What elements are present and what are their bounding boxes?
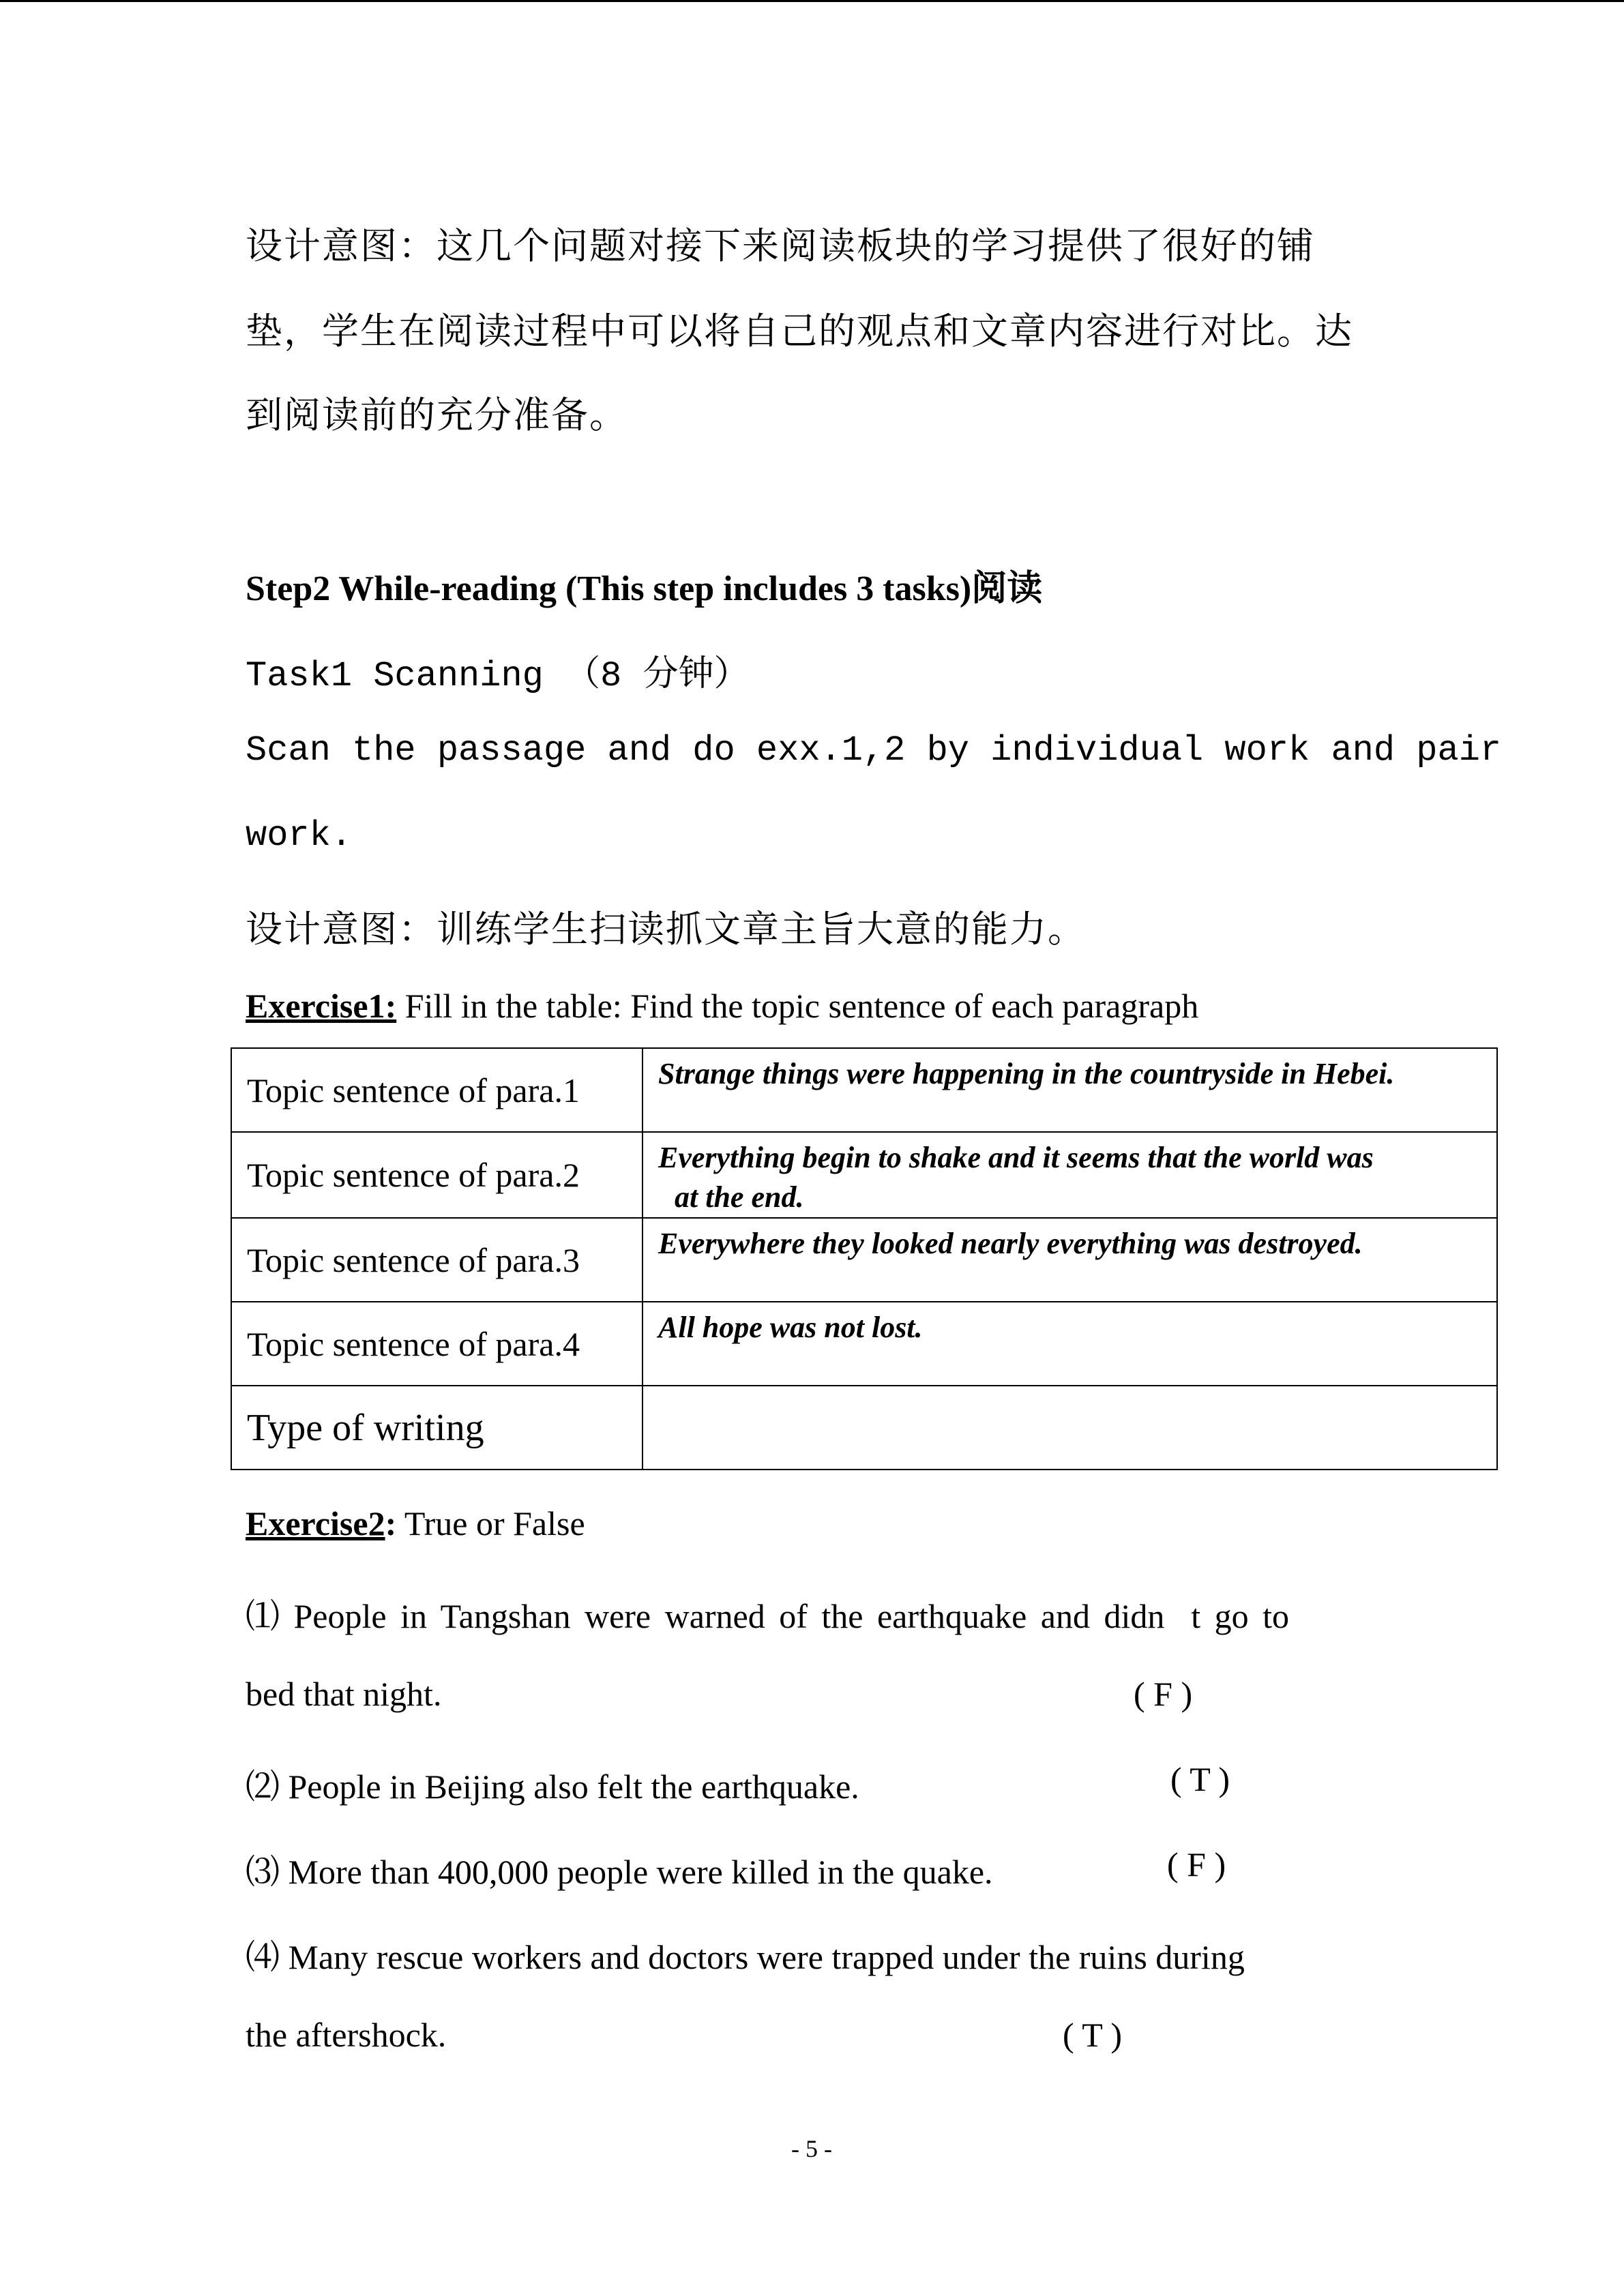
exercise1-heading	[246, 986, 1198, 1026]
tf-item-2	[246, 1759, 859, 1808]
row-answer: Everywhere they looked nearly everything was destroyed.	[643, 1218, 1497, 1302]
item-number: ⑶	[246, 1853, 280, 1891]
page-number: - 5 -	[791, 2135, 832, 2162]
row-label: Topic sentence of para.1	[231, 1048, 643, 1132]
design-intent-line-1: 设计意图：这几个问题对接下来阅读板块的学习提供了很好的铺	[246, 224, 1315, 267]
tf-item-1	[246, 1589, 1289, 1638]
task1-instruction-line-1: Scan the passage and do exx.1,2 by individual work and pair	[246, 730, 1502, 771]
design-intent-line-3: 到阅读前的充分准备。	[246, 393, 628, 436]
row-label: Type of writing	[231, 1386, 643, 1470]
exercise2-colon: :	[385, 1504, 397, 1542]
row-label: Topic sentence of para.2	[231, 1132, 643, 1218]
table-row	[231, 1048, 1497, 1132]
tf-item-4	[246, 1930, 1245, 1979]
tf-item-1-answer: ( F )	[1134, 1675, 1193, 1713]
table-row	[231, 1386, 1497, 1470]
item-text: People in Tangshan were warned of the earthquake and didn t go to	[293, 1597, 1290, 1635]
tf-item-3	[246, 1845, 993, 1894]
exercise2-instruction: True or False	[396, 1504, 585, 1542]
row-answer: All hope was not lost.	[643, 1302, 1497, 1386]
table-row	[231, 1302, 1497, 1386]
item-number: ⑷	[246, 1938, 280, 1976]
exercise2-label: Exercise2	[246, 1504, 385, 1542]
tf-item-3-answer: ( F )	[1167, 1845, 1226, 1883]
tf-item-1-line-2: bed that night.	[246, 1675, 442, 1713]
item-text: People in Beijing also felt the earthquake.	[288, 1768, 859, 1806]
task1-heading: Task1 Scanning （8 分钟）	[246, 656, 750, 696]
task1-instruction-line-2: work.	[246, 816, 353, 856]
design-intent-2: 设计意图：训练学生扫读抓文章主旨大意的能力。	[246, 908, 1086, 951]
row-label: Topic sentence of para.4	[231, 1302, 643, 1386]
step2-heading: Step2 While-reading (This step includes 3 tasks)阅读	[246, 569, 1043, 608]
item-text: More than 400,000 people were killed in the quake.	[288, 1853, 993, 1891]
item-number: ⑴	[246, 1597, 280, 1635]
tf-item-2-answer: ( T )	[1170, 1760, 1230, 1798]
tf-item-4-line-2: the aftershock.	[246, 2016, 447, 2054]
row-answer	[643, 1132, 1497, 1218]
design-intent-line-2: 垫，学生在阅读过程中可以将自己的观点和文章内容进行对比。达	[246, 310, 1353, 353]
row-answer: Strange things were happening in the countryside in Hebei.	[643, 1048, 1497, 1132]
item-number: ⑵	[246, 1768, 280, 1806]
row-answer-line-1: Everything begin to shake and it seems that the world was	[658, 1141, 1374, 1174]
exercise2-heading	[246, 1504, 585, 1543]
top-border	[0, 0, 1624, 2]
table-row	[231, 1132, 1497, 1218]
row-label: Topic sentence of para.3	[231, 1218, 643, 1302]
tf-item-4-answer: ( T )	[1063, 2016, 1123, 2054]
table-row	[231, 1218, 1497, 1302]
exercise1-label: Exercise1:	[246, 987, 397, 1025]
exercise1-instruction: Fill in the table: Find the topic sentence of each paragraph	[396, 987, 1199, 1025]
topic-sentence-table	[231, 1047, 1498, 1470]
row-answer-empty	[643, 1386, 1497, 1470]
row-answer-line-2: at the end.	[675, 1180, 804, 1214]
item-text: Many rescue workers and doctors were trapped under the ruins during	[288, 1938, 1245, 1976]
